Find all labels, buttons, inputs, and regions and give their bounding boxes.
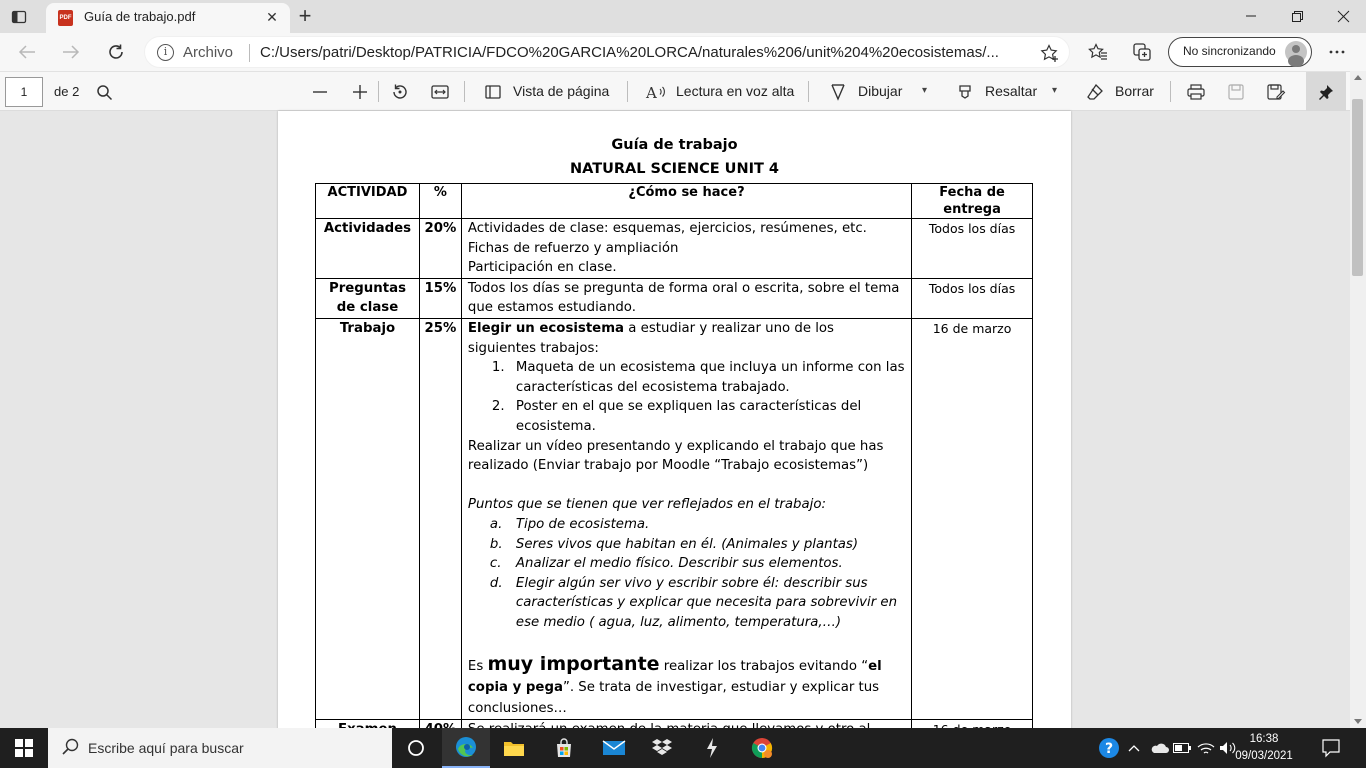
header-how: ¿Cómo se hace?: [461, 184, 911, 219]
points-title: Puntos que se tienen que ver reflejados en el trabajo:: [467, 497, 826, 513]
battery-icon[interactable]: [1172, 738, 1192, 758]
read-aloud-icon[interactable]: [644, 80, 668, 104]
pdf-page: [278, 111, 1071, 751]
notifications-icon[interactable]: [1320, 737, 1342, 759]
navigation-bar: [0, 33, 1366, 71]
favorites-icon[interactable]: [1085, 39, 1111, 65]
list-marker: a.: [489, 516, 503, 532]
list-item-text: Tipo de ecosistema.: [515, 516, 650, 532]
activity-cell: Trabajo: [316, 318, 420, 720]
description-line: Participación en clase.: [467, 260, 617, 276]
address-bar[interactable]: [144, 36, 1070, 68]
description-cell: [461, 318, 911, 720]
help-icon[interactable]: [1098, 737, 1120, 759]
site-info-icon[interactable]: i: [157, 44, 174, 61]
chevron-up-icon[interactable]: [1124, 738, 1144, 758]
app-icon[interactable]: [688, 728, 736, 768]
list-marker: 1.: [491, 360, 505, 376]
back-icon[interactable]: [14, 39, 40, 65]
zoom-out-icon[interactable]: [308, 80, 332, 104]
pdf-viewer[interactable]: [0, 111, 1350, 728]
avatar: [1285, 41, 1307, 63]
forward-icon[interactable]: [58, 39, 84, 65]
windows-taskbar: [0, 728, 1366, 768]
page-number-input[interactable]: 1: [5, 77, 43, 107]
description-line: Actividades de clase: esquemas, ejercicios, resúmenes, etc.: [467, 221, 867, 236]
task-intro-text: a estudiar y realizar uno de los siguientes trabajos:: [467, 320, 834, 356]
list-item: [468, 515, 905, 535]
read-aloud-button[interactable]: Lectura en voz alta: [676, 83, 795, 99]
list-marker: c.: [489, 556, 502, 572]
tab-strip: [0, 0, 1366, 33]
pdf-icon: PDF: [58, 10, 73, 26]
erase-button[interactable]: Borrar: [1115, 83, 1154, 99]
spacer: [468, 476, 905, 496]
note-text: realizar los trabajos evitando “: [659, 659, 869, 675]
table-row: [316, 278, 1033, 318]
page-view-icon[interactable]: [481, 80, 505, 104]
toolbar-divider: [378, 81, 379, 102]
list-item: [468, 535, 905, 555]
eraser-icon[interactable]: [1083, 80, 1107, 104]
microsoft-store-icon[interactable]: [540, 728, 588, 768]
due-date-cell: Todos los días: [912, 219, 1033, 279]
description-cell: Todos los días se pregunta de forma oral o escrita, sobre el tema que estamos estudiando.: [461, 278, 911, 318]
due-date-cell: 16 de marzo: [912, 318, 1033, 720]
origin-label: Archivo: [183, 44, 234, 61]
minimize-icon[interactable]: [1228, 0, 1274, 32]
list-item-text: Analizar el medio físico. Describir sus elementos.: [515, 556, 843, 572]
list-marker: 2.: [491, 399, 505, 415]
search-icon[interactable]: [92, 80, 116, 104]
pin-toolbar-icon[interactable]: [1306, 72, 1346, 111]
clock-date: 09/03/2021: [1235, 750, 1293, 762]
page-view-button[interactable]: Vista de página: [513, 83, 610, 99]
wifi-icon[interactable]: [1196, 738, 1216, 758]
task-intro: [468, 319, 905, 358]
work-guide-table: [315, 183, 1033, 761]
list-marker: d.: [489, 575, 503, 591]
description-line: Fichas de refuerzo y ampliación: [467, 240, 679, 256]
svg-text:A: A: [646, 84, 657, 102]
zoom-in-icon[interactable]: [348, 80, 372, 104]
mail-icon[interactable]: [590, 728, 638, 768]
activity-cell: Actividades: [316, 219, 420, 279]
header-percent: %: [419, 184, 461, 219]
percent-cell: 20%: [419, 219, 461, 279]
pdf-toolbar: [0, 71, 1366, 111]
more-options-icon[interactable]: [1324, 39, 1350, 65]
scroll-up-icon[interactable]: [1354, 75, 1362, 80]
refresh-icon[interactable]: [103, 39, 129, 65]
active-tab[interactable]: [46, 3, 290, 33]
clock-time: 16:38: [1249, 733, 1279, 745]
list-item-text: Seres vivos que habitan en él. (Animales y plantas): [515, 536, 859, 552]
header-due: Fecha de entrega: [912, 184, 1033, 219]
scroll-down-icon[interactable]: [1354, 719, 1362, 724]
onedrive-icon[interactable]: [1149, 738, 1169, 758]
note-emphasis: muy importante: [487, 653, 660, 676]
toolbar-divider: [1170, 81, 1171, 102]
page-total-label: de 2: [54, 84, 80, 99]
highlight-icon[interactable]: [953, 80, 977, 104]
list-item: [468, 358, 905, 397]
new-tab-button[interactable]: +: [298, 3, 312, 28]
add-favorite-icon[interactable]: [1039, 43, 1059, 63]
list-item-text: Maqueta de un ecosistema que incluya un informe con las características del ecosistema trabajado.: [515, 360, 905, 395]
list-item-text: Elegir algún ser vivo y escribir sobre él: describir sus características y explicar que necesita para sobrevivir en ese medio ( agua, luz, alimento, temperatura,…): [515, 575, 898, 630]
toolbar-divider: [627, 81, 628, 102]
toolbar-divider: [808, 81, 809, 102]
url-text[interactable]: C:/Users/patri/Desktop/PATRICIA/FDCO%20GARCIA%20LORCA/naturales%206/unit%204%20ecosistemas/...: [260, 44, 999, 61]
list-item: [468, 574, 905, 633]
highlight-chevron-down-icon[interactable]: ▾: [1052, 85, 1058, 96]
task-view-icon[interactable]: [392, 728, 440, 768]
file-explorer-icon[interactable]: [490, 728, 538, 768]
edge-icon[interactable]: [442, 728, 490, 768]
vertical-scrollbar[interactable]: [1350, 71, 1366, 728]
list-marker: b.: [489, 536, 503, 552]
header-activity: ACTIVIDAD: [316, 184, 420, 219]
list-item: [468, 554, 905, 574]
description-cell: [461, 219, 911, 279]
table-header-row: [316, 184, 1033, 219]
tab-actions-icon[interactable]: [8, 6, 30, 28]
draw-icon[interactable]: [826, 80, 850, 104]
omnibox-divider: [249, 44, 250, 62]
system-clock[interactable]: [1234, 731, 1294, 765]
print-icon[interactable]: [1184, 80, 1208, 104]
chrome-icon[interactable]: [738, 728, 786, 768]
search-placeholder: Escribe aquí para buscar: [88, 740, 244, 756]
dropbox-icon[interactable]: [638, 728, 686, 768]
percent-cell: 25%: [419, 318, 461, 720]
list-item: [468, 397, 905, 436]
important-note: [468, 654, 905, 719]
search-icon: [62, 738, 80, 756]
taskbar-search-input[interactable]: [48, 728, 392, 768]
scrollbar-thumb[interactable]: [1352, 99, 1363, 276]
windows-start-icon[interactable]: [0, 728, 48, 768]
due-date-cell: Todos los días: [912, 278, 1033, 318]
note-text: Es: [467, 659, 488, 675]
highlight-button[interactable]: Resaltar: [985, 83, 1038, 99]
fit-page-icon[interactable]: [428, 80, 452, 104]
video-instructions: Realizar un vídeo presentando y explicando el trabajo que has realizado (Enviar trabajo por Moodle “Trabajo ecosistemas”): [467, 438, 884, 474]
task-intro-bold: Elegir un ecosistema: [467, 320, 625, 336]
rotate-icon[interactable]: [388, 80, 412, 104]
spacer: [468, 632, 905, 654]
maximize-icon[interactable]: [1274, 0, 1320, 32]
document-title: Guía de trabajo: [611, 137, 738, 153]
note-bold: el copia y pega: [467, 659, 882, 696]
close-tab-icon[interactable]: ✕: [266, 9, 278, 25]
activity-cell: Preguntas de clase: [316, 278, 420, 318]
profile-sync-button[interactable]: [1168, 37, 1312, 67]
svg-text:?: ?: [1104, 741, 1114, 757]
note-text: ”. Se trata de investigar, estudiar y explicar tus conclusiones…: [467, 680, 880, 717]
save-icon[interactable]: [1224, 80, 1248, 104]
draw-chevron-down-icon[interactable]: ▾: [922, 85, 928, 96]
table-row: [316, 318, 1033, 720]
draw-button[interactable]: Dibujar: [858, 83, 903, 99]
close-window-icon[interactable]: [1320, 0, 1366, 32]
list-item-text: Poster en el que se expliquen las características del ecosistema.: [515, 399, 862, 434]
tab-title: Guía de trabajo.pdf: [84, 9, 196, 24]
table-row: [316, 219, 1033, 279]
collections-icon[interactable]: [1129, 39, 1155, 65]
save-as-icon[interactable]: [1264, 80, 1288, 104]
percent-cell: 15%: [419, 278, 461, 318]
document-subtitle: NATURAL SCIENCE UNIT 4: [569, 161, 780, 177]
sync-status-label: No sincronizando: [1183, 44, 1276, 58]
toolbar-divider: [464, 81, 465, 102]
